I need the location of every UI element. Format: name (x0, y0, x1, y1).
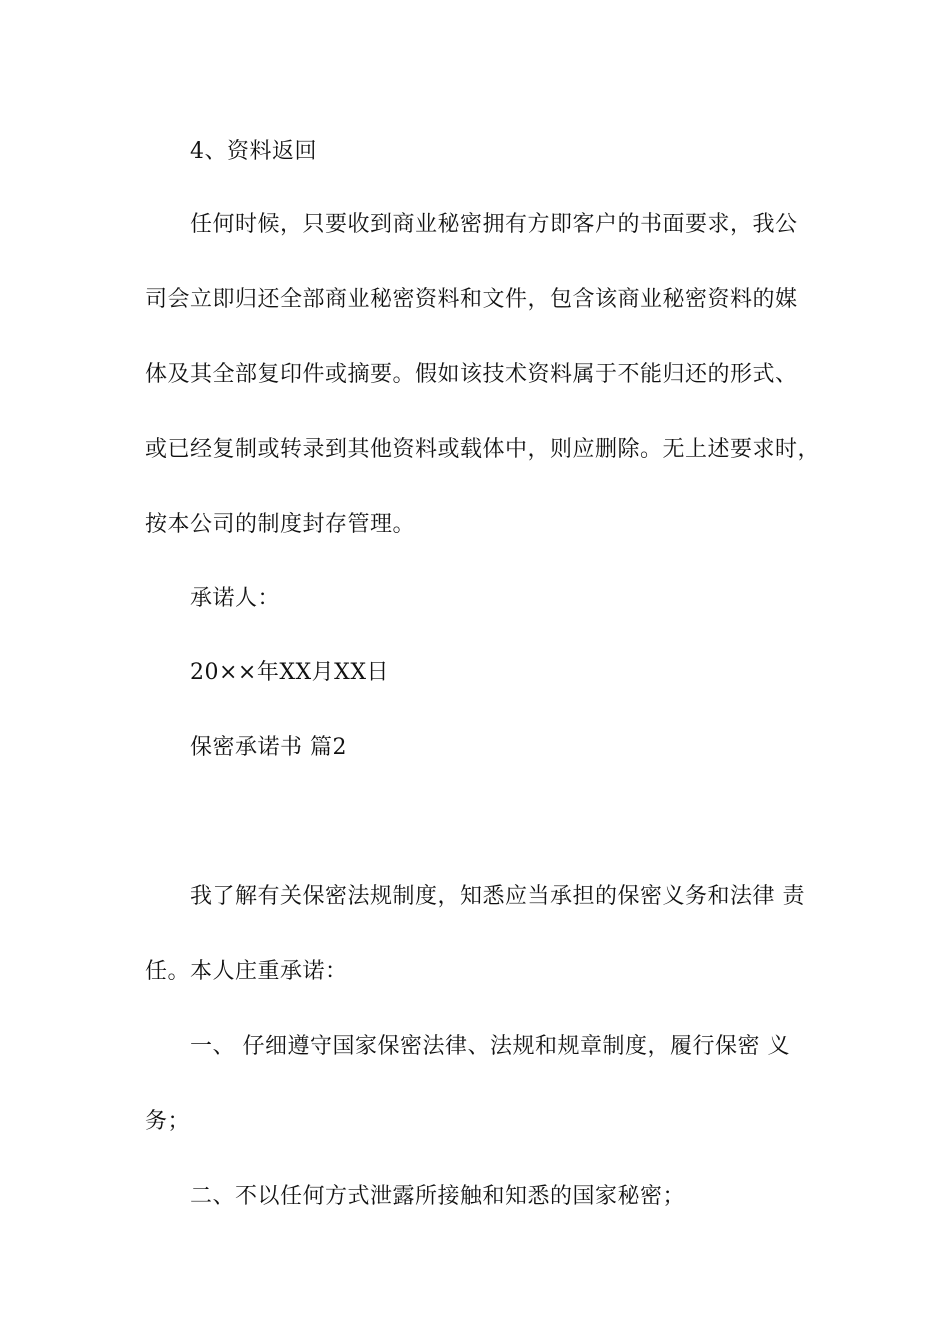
list-item: 二、不以任何方式泄露所接触和知悉的国家秘密； (190, 1184, 686, 1209)
document-title: 保密承诺书 篇2 (190, 735, 347, 760)
paragraph-line: 我了解有关保密法规制度，知悉应当承担的保密义务和法律 责 (190, 884, 805, 909)
paragraph-line: 任。本人庄重承诺： (145, 959, 348, 984)
paragraph-line: 任何时候，只要收到商业秘密拥有方即客户的书面要求，我公 (190, 212, 798, 237)
paragraph-line: 体及其全部复印件或摘要。假如该技术资料属于不能归还的形式、 (145, 362, 798, 387)
section-heading: 4、资料返回 (190, 139, 317, 164)
list-item: 一、 仔细遵守国家保密法律、法规和规章制度，履行保密 义 (190, 1034, 790, 1059)
paragraph-line: 按本公司的制度封存管理。 (145, 512, 416, 537)
paragraph-line: 或已经复制或转录到其他资料或载体中，则应删除。无上述要求时， (145, 437, 821, 462)
signatory-label: 承诺人： (190, 586, 281, 611)
date-line: 20××年XX月XX日 (190, 660, 390, 685)
list-item-continuation: 务； (145, 1109, 191, 1134)
paragraph-line: 司会立即归还全部商业秘密资料和文件，包含该商业秘密资料的媒 (145, 287, 798, 312)
